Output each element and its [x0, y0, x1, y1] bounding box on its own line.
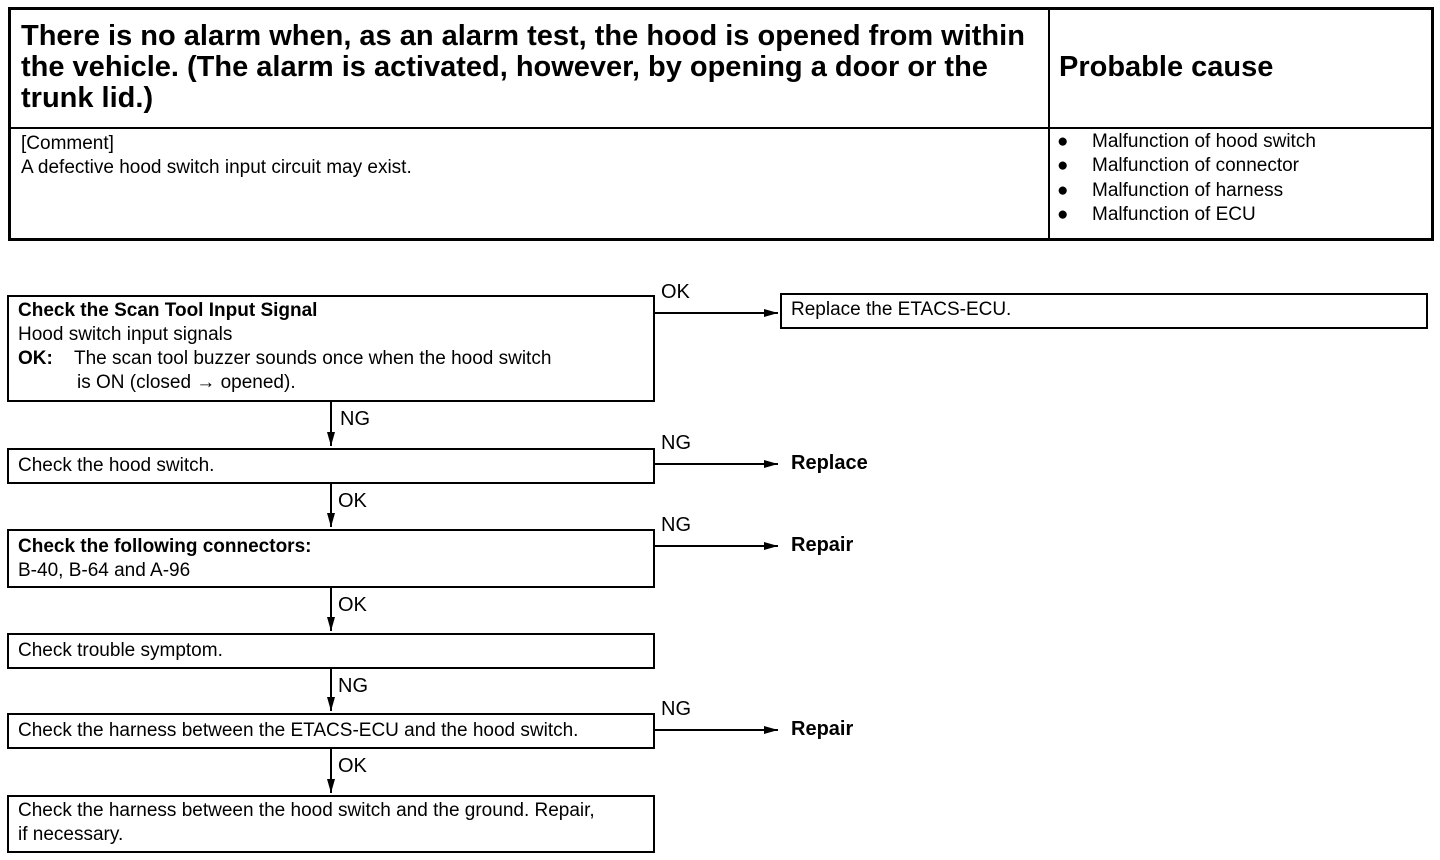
arrow-label-ok: OK: [338, 755, 367, 777]
bullet-icon: ●: [1057, 203, 1069, 225]
cause-text: Malfunction of ECU: [1092, 203, 1256, 225]
step-line: B-40, B-64 and A-96: [18, 560, 191, 581]
step-line: Check the harness between the hood switch and the ground. Repair,: [18, 800, 595, 821]
step-check-harness-ecu-hood-switch: Check the harness between the ETACS-ECU and the hood switch.: [7, 713, 655, 749]
step-check-trouble-symptom: Check trouble symptom.: [7, 633, 655, 669]
result-repair: Repair: [791, 534, 854, 556]
cause-text: Malfunction of connector: [1092, 155, 1300, 177]
cause-text: Malfunction of hood switch: [1092, 131, 1316, 152]
cause-text: Malfunction of harness: [1092, 179, 1284, 201]
arrow-label-ng: NG: [338, 675, 368, 697]
symptom-title: There is no alarm when, as an alarm test, the hood is opened from within the vehicle. (The alarm is activated, however, by opening a door or the trunk lid.): [21, 20, 1025, 114]
ok-criteria: [18, 347, 645, 395]
step-line: Hood switch input signals: [18, 324, 233, 345]
arrow-label-ng: NG: [661, 514, 691, 536]
step-check-harness-hood-switch-ground: [7, 795, 655, 853]
step-line: if necessary.: [18, 824, 124, 845]
result-replace: Replace: [791, 452, 868, 474]
arrow-label-ok: OK: [338, 594, 367, 616]
arrow-label-ok: OK: [338, 490, 367, 512]
step-check-hood-switch: Check the hood switch.: [7, 448, 655, 484]
result-repair: Repair: [791, 718, 854, 740]
comment-label: [Comment]: [21, 133, 114, 154]
step-title: Check the following connectors:: [18, 536, 312, 557]
arrow-label-ng: NG: [661, 698, 691, 720]
arrow-label-ng: NG: [340, 408, 370, 430]
result-replace-etacs-ecu: Replace the ETACS-ECU.: [780, 293, 1428, 329]
ok-criteria-label: OK:: [18, 348, 53, 369]
step-check-connectors: [7, 529, 655, 588]
arrow-label-ok: OK: [661, 281, 690, 303]
step-check-scan-tool-input-signal: [7, 295, 655, 402]
bullet-icon: ●: [1057, 155, 1069, 177]
ok-criteria-text-line1: The scan tool buzzer sounds once when the hood switch: [74, 348, 552, 369]
bullet-icon: ●: [1057, 179, 1069, 201]
probable-cause-heading: Probable cause: [1059, 51, 1274, 83]
bullet-icon: ●: [1057, 131, 1069, 152]
ok-criteria-text-line2: is ON (closed → opened).: [77, 372, 296, 393]
comment-text: A defective hood switch input circuit may exist.: [21, 157, 412, 178]
step-title: Check the Scan Tool Input Signal: [18, 300, 318, 321]
arrow-label-ng: NG: [661, 432, 691, 454]
